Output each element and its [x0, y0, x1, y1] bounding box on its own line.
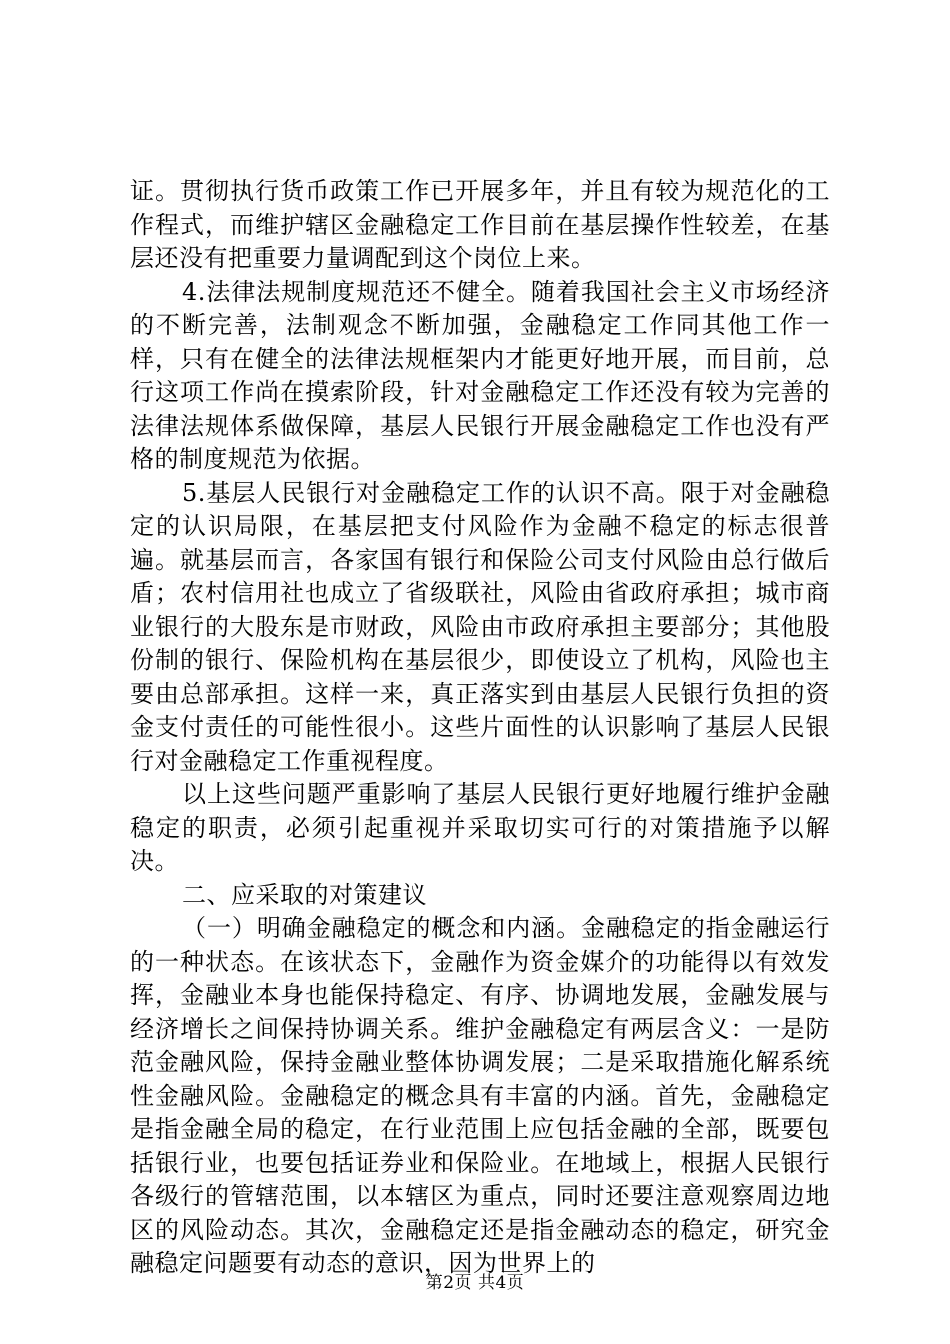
paragraph-summary: 以上这些问题严重影响了基层人民银行更好地履行维护金融稳定的职责，必须引起重视并采取切实可行的对策措施予以解决。: [130, 780, 830, 875]
paragraph-suggestion-1: （一）明确金融稳定的概念和内涵。金融稳定的指金融运行的一种状态。在该状态下，金融作为资金媒介的功能得以有效发挥，金融业本身也能保持稳定、有序、协调地发展，金融发展与经济增长之间保持协调关系。维护金融稳定有两层含义：一是防范金融风险，保持金融业整体协调发展；二是采取措施化解系统性金融风险。金融稳定的概念具有丰富的内涵。首先，金融稳定是指金融全局的稳定，在行业范围上应包括金融的全部，既要包括银行业，也要包括证券业和保险业。在地域上，根据人民银行各级行的管辖范围，以本辖区为重点，同时还要注意观察周边地区的风险动态。其次，金融稳定还是指金融动态的稳定，研究金融稳定问题要有动态的意识，因为世界上的: [130, 914, 830, 1277]
page-number-label: 第2页 共4页: [425, 1273, 525, 1293]
paragraph-item-5: 5.基层人民银行对金融稳定工作的认识不高。限于对金融稳定的认识局限，在基层把支付风险作为金融不稳定的标志很普遍。就基层而言，各家国有银行和保险公司支付风险由总行做后盾；农村信用社也成立了省级联社，风险由省政府承担；城市商业银行的大股东是市财政，风险由市政府承担主要部分；其他股份制的银行、保险机构在基层很少，即使设立了机构，风险也主要由总部承担。这样一来，真正落实到由基层人民银行负担的资金支付责任的可能性很小。这些片面性的认识影响了基层人民银行对金融稳定工作重视程度。: [130, 478, 830, 775]
paragraph-continuation: 证。贯彻执行货币政策工作已开展多年，并且有较为规范化的工作程式，而维护辖区金融稳定工作目前在基层操作性较差，在基层还没有把重要力量调配到这个岗位上来。: [130, 177, 830, 272]
section-heading: 二、应采取的对策建议: [182, 880, 427, 909]
page-footer: [0, 1272, 950, 1294]
document-body: [130, 175, 830, 1281]
paragraph-item-4: 4.法律法规制度规范还不健全。随着我国社会主义市场经济的不断完善，法制观念不断加强，金融稳定工作同其他工作一样，只有在健全的法律法规框架内才能更好地开展，而目前，总行这项工作尚在摸索阶段，针对金融稳定工作还没有较为完善的法律法规体系做保障，基层人民银行开展金融稳定工作也没有严格的制度规范为依据。: [130, 277, 830, 473]
